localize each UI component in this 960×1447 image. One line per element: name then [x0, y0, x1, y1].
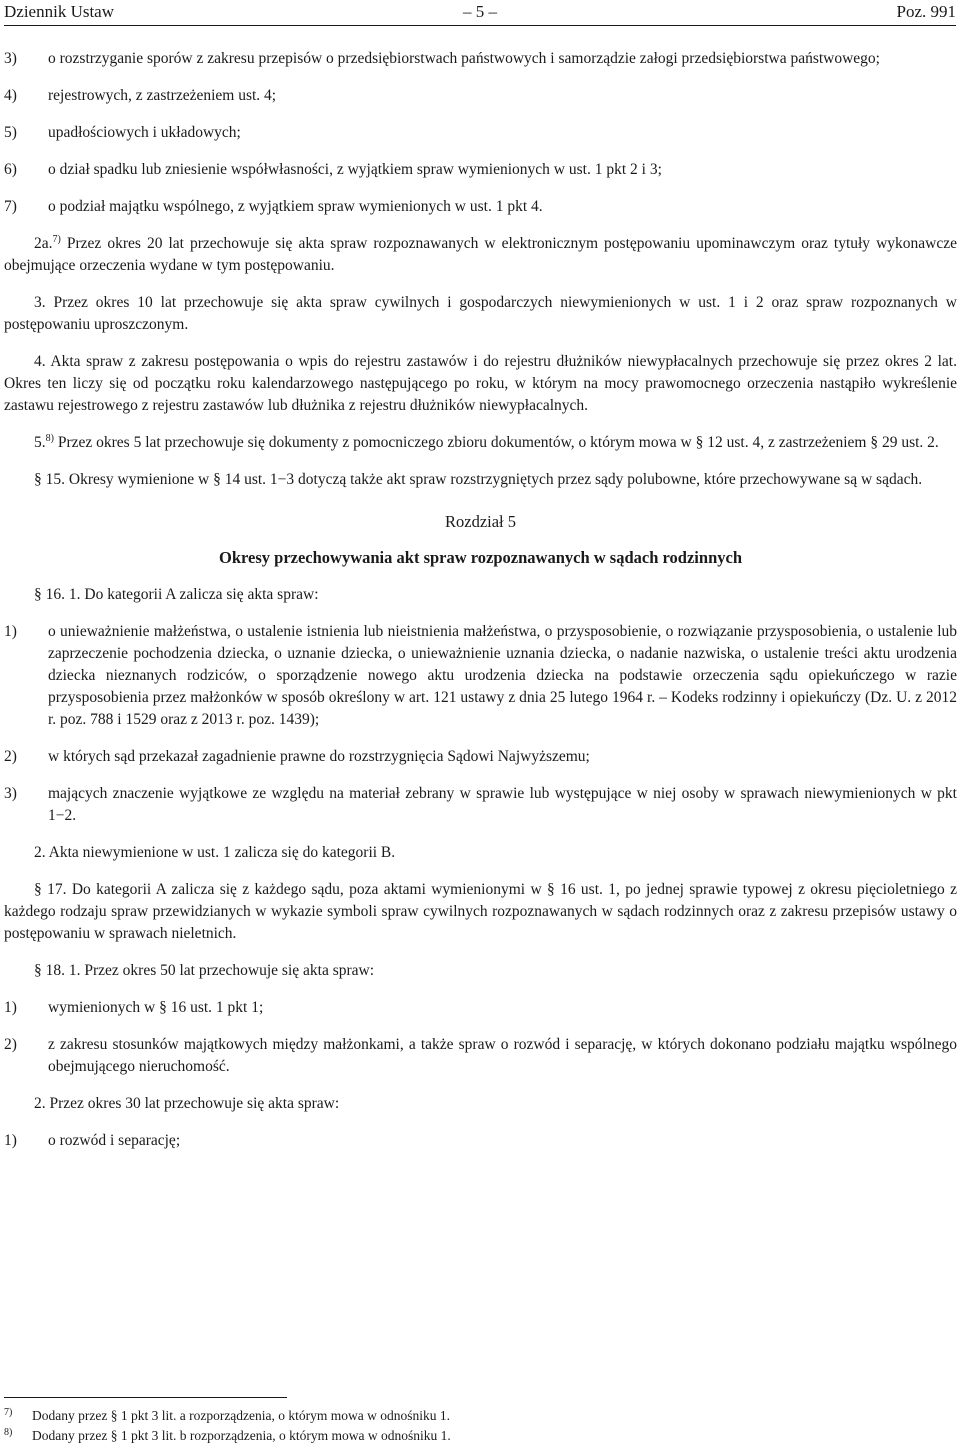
- section-17: § 17. Do kategorii A zalicza się z każdego sądu, poza aktami wymienionymi w § 16 ust. 1, po jednej sprawie typowej z okresu pięcioletniego z każdego rodzaju spraw przewidzianych w wykazie symboli spraw cywilnych rozpoznawanych w sądach rodzinnych oraz z zakresu przepisów ustawy o postępowaniu w sprawach nieletnich.: [4, 881, 957, 942]
- section-16-paragraph-2: 2. Akta niewymienione w ust. 1 zalicza się do kategorii B.: [34, 844, 396, 861]
- list-item: [4, 621, 957, 731]
- paragraph-5-text: Przez okres 5 lat przechowuje się dokumenty z pomocniczego zbioru dokumentów, o którym mowa w § 12 ust. 4, z zastrzeżeniem § 29 ust. 2.: [53, 434, 939, 451]
- list-item-text: w których sąd przekazał zagadnienie prawne do rozstrzygnięcia Sądowi Najwyższemu;: [48, 748, 590, 765]
- list-item-number: 3): [4, 785, 17, 802]
- list-item-text: mających znaczenie wyjątkowe ze względu na materiał zebrany w sprawie lub występujące w niej osoby w sprawach niewymienionych w pkt 1−2.: [48, 785, 957, 824]
- list-item-text: o rozwód i separację;: [48, 1132, 181, 1149]
- page-header: [4, 0, 956, 26]
- position-number: Poz. 991: [896, 2, 956, 21]
- list-item-text: o podział majątku wspólnego, z wyjątkiem spraw wymienionych w ust. 1 pkt 4.: [48, 198, 543, 215]
- list-item: [4, 746, 957, 768]
- chapter-title: Okresy przechowywania akt spraw rozpoznawanych w sądach rodzinnych: [219, 548, 742, 567]
- list-item-text: z zakresu stosunków majątkowych między małżonkami, a także spraw o rozwód i separację, w których dokonano podziału majątku wspólnego obejmującego nieruchomość.: [48, 1036, 957, 1075]
- chapter-label: Rozdział 5: [444, 512, 517, 531]
- section-18: § 18. 1. Przez okres 50 lat przechowuje się akta spraw:: [34, 962, 375, 979]
- footnote-text: Dodany przez § 1 pkt 3 lit. a rozporządzenia, o którym mowa w odnośniku 1.: [32, 1408, 451, 1423]
- list-items-a: [4, 48, 957, 218]
- list-item: [4, 122, 957, 144]
- paragraph-4: 4. Akta spraw z zakresu postępowania o wpis do rejestru zastawów i do rejestru dłużników niewypłacalnych przechowuje się przez okres 2 lat. Okres ten liczy się od początku roku kalendarzowego następującego po roku, w którym na mocy prawomocnego orzeczenia nastąpiło wykreślenie zastawu rejestrowego z rejestru zastawów lub dłużnika z rejestru dłużników niewypłacalnych.: [4, 353, 957, 414]
- header-divider: [4, 25, 956, 26]
- list-item-number: 1): [4, 999, 17, 1016]
- list-item-number: 1): [4, 1132, 17, 1149]
- list-item: [4, 196, 957, 218]
- section-16: § 16. 1. Do kategorii A zalicza się akta spraw:: [34, 586, 319, 603]
- journal-name: Dziennik Ustaw: [4, 2, 115, 21]
- list-item: [4, 48, 957, 70]
- list-item-number: 3): [4, 50, 17, 67]
- list-item-number: 6): [4, 161, 17, 178]
- list-item-text: upadłościowych i układowych;: [48, 124, 241, 141]
- list-item: [4, 997, 957, 1019]
- footnote-text: Dodany przez § 1 pkt 3 lit. b rozporządzenia, o którym mowa w odnośniku 1.: [32, 1428, 451, 1443]
- list-item-text: rejestrowych, z zastrzeżeniem ust. 4;: [48, 87, 277, 104]
- paragraph-2a-text: Przez okres 20 lat przechowuje się akta spraw rozpoznawanych w elektronicznym postępowaniu upominawczym oraz tytuły wykonawcze obejmujące orzeczenia wydane w tym postępowaniu.: [4, 235, 957, 274]
- list-item-number: 2): [4, 748, 17, 765]
- document-body: [4, 48, 957, 1167]
- footnote-list: [4, 1406, 956, 1446]
- list-item: [4, 1034, 957, 1078]
- list-item: [4, 1130, 957, 1152]
- footnotes: [4, 1397, 956, 1446]
- footnote: [4, 1406, 956, 1426]
- list-items-d: [4, 1130, 957, 1152]
- list-item-number: 1): [4, 623, 17, 640]
- list-item: [4, 159, 957, 181]
- list-item: [4, 85, 957, 107]
- footnote-divider: [4, 1397, 287, 1398]
- paragraph-5-prefix: 5.: [34, 434, 46, 451]
- footnote-ref-8: 8): [45, 432, 54, 444]
- list-items-c: [4, 997, 957, 1078]
- section-15: § 15. Okresy wymienione w § 14 ust. 1−3 dotyczą także akt spraw rozstrzygniętych przez sądy polubowne, które przechowywane są w sądach.: [34, 471, 923, 488]
- paragraph-5: [4, 432, 957, 454]
- paragraph-2a-prefix: 2a.: [34, 235, 53, 252]
- page-number: – 5 –: [463, 2, 497, 21]
- list-item-number: 5): [4, 124, 17, 141]
- list-item-text: o dział spadku lub zniesienie współwłasności, z wyjątkiem spraw wymienionych w ust. 1 pkt 2 i 3;: [48, 161, 662, 178]
- section-18-paragraph-2: 2. Przez okres 30 lat przechowuje się akta spraw:: [34, 1095, 340, 1112]
- list-item-text: wymienionych w § 16 ust. 1 pkt 1;: [48, 999, 264, 1016]
- footnote: [4, 1426, 956, 1446]
- paragraph-3: 3. Przez okres 10 lat przechowuje się akta spraw cywilnych i gospodarczych niewymienionych w ust. 1 i 2 oraz spraw rozpoznanych w postępowaniu uproszczonym.: [4, 294, 957, 333]
- list-item-number: 7): [4, 198, 17, 215]
- list-item-text: o rozstrzyganie sporów z zakresu przepisów o przedsiębiorstwach państwowych i samorządzie załogi przedsiębiorstwa państwowego;: [48, 50, 880, 67]
- list-item-number: 4): [4, 87, 17, 104]
- list-item-number: 2): [4, 1036, 17, 1053]
- list-item-text: o unieważnienie małżeństwa, o ustalenie istnienia lub nieistnienia małżeństwa, o przysposobienie, o rozwiązanie przysposobienia, o ustalenie lub zaprzeczenie pochodzenia dziecka, o uznanie dziecka, o unieważnienie uznania dziecka, o nadanie nazwiska, o ustalenie treści aktu urodzenia dziecka nieznanych rodziców, o sporządzenie nowego aktu urodzenia dziecka na podstawie orzeczenia sądu opiekuńczego w razie przysposobienia przez małżonków w sposób określony w art. 121 ustawy z dnia 25 lutego 1964 r. – Kodeks rodzinny i opiekuńczy (Dz. U. z 2012 r. poz. 788 i 1529 oraz z 2013 r. poz. 1439);: [48, 623, 957, 728]
- footnote-number: 7): [4, 1407, 13, 1418]
- list-items-b: [4, 621, 957, 827]
- footnote-ref-7: 7): [52, 233, 61, 245]
- paragraph-2a: [4, 233, 957, 277]
- list-item: [4, 783, 957, 827]
- footnote-number: 8): [4, 1427, 13, 1438]
